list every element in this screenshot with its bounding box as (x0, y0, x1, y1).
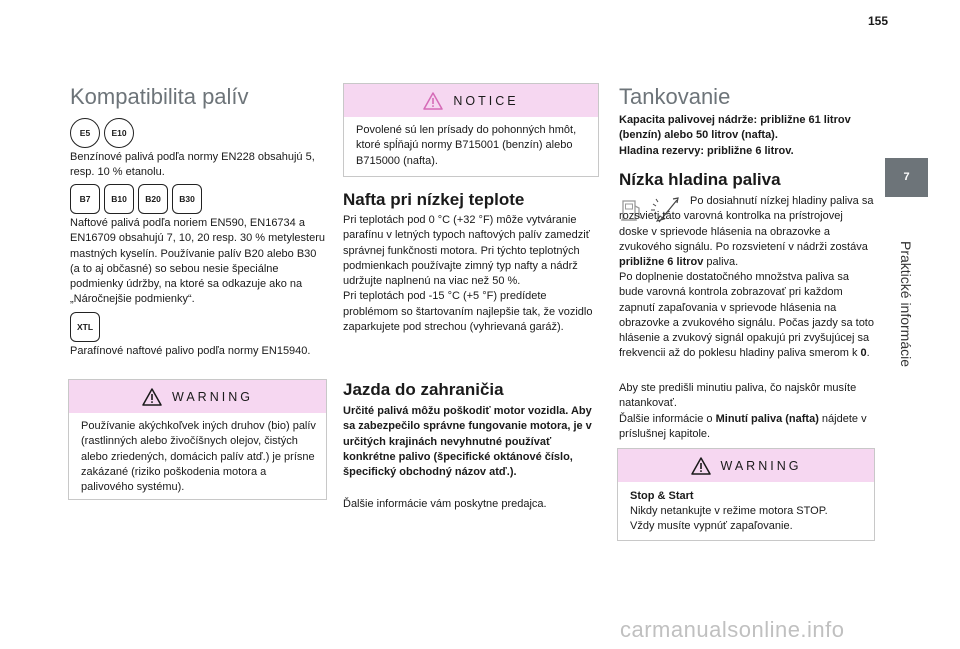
low-level-paragraph-4 (619, 412, 875, 443)
fuel-warning-box (68, 379, 327, 500)
low-level-paragraph-1 (619, 194, 875, 270)
fuel-run-out-link: Minutí paliva (nafta) (715, 413, 819, 425)
watermark: carmanualsonline.info (620, 617, 845, 642)
low-level-p4-end: nájdete v príslušnej kapitole. (619, 413, 867, 441)
low-level-paragraph-2 (619, 270, 875, 362)
abroad-bold-text: Určité palivá môžu poškodiť motor vozidla. Aby sa zabezpečilo správne fungovanie motora, je v určitých krajinách nevyhnutné používať konkrétne palivo (špecifické oktánové číslo, špecifický obchodný názov atď.). (343, 405, 592, 479)
abroad-title: Jazda do zahraničia (343, 380, 504, 399)
low-level-p1: Po dosiahnutí nízkej hladiny paliva sa rozsvieti táto varovná kontrolka na prístrojovej doske v sprievode hlásenia na obrazovke a zvukového signálu. Po rozsvietení v nádrži zostáva (619, 195, 874, 253)
xtl-text: Parafínové naftové palivo podľa normy EN15940. (70, 345, 311, 357)
chapter-label (874, 224, 938, 384)
xtl-badge: XTL (70, 312, 100, 342)
e5-badge: E5 (70, 118, 100, 148)
xtl-badges (70, 312, 100, 342)
page-number: 155 (868, 14, 889, 28)
chapter-tab[interactable]: 7 (885, 158, 928, 197)
b7-badge: B7 (70, 184, 100, 214)
low-level-p4-start: Ďalšie informácie o (619, 413, 716, 425)
warning-icon (691, 457, 711, 475)
warning-header (69, 380, 326, 413)
stop-start-label: Stop & Start (630, 490, 694, 502)
stop-start-warning-heading: WARNING (720, 458, 802, 473)
b30-badge: B30 (172, 184, 202, 214)
low-temp-text: Pri teplotách pod 0 °C (+32 °F) môže vytváranie parafínu v letných typoch naftových palív zamedziť správnej funkčnosti motora. Pri týchto teplotných podmienkach používajte zimný typ nafty a nádrž udržujte naplnenú na viac než 50 %. Pri teplotách pod -15 °C (+5 °F) predídete problémom so štartovaním najlepšie tak, že vozidlo zaparkujete pod strechou (vyhrievaná garáž). (343, 214, 593, 334)
abroad-text: Ďalšie informácie vám poskytne predajca. (343, 498, 547, 510)
petrol-badges (70, 118, 134, 148)
b20-badge: B20 (138, 184, 168, 214)
refuelling-title: Tankovanie (619, 84, 731, 109)
e10-badge: E10 (104, 118, 134, 148)
warning-heading: WARNING (172, 389, 253, 404)
fuel-compatibility-title: Kompatibilita palív (70, 84, 249, 109)
low-level-paragraph-3: Aby ste predišli minutiu paliva, čo najskôr musíte natankovať. (619, 382, 857, 410)
diesel-text: Naftové palivá podľa noriem EN590, EN16734 a EN16709 obsahujú 7, 10, 20 resp. 30 % metylesteru mastných kyselín. Používanie palív B20 alebo B30 (a to aj občasné) so sebou nesie špeciálne podmienky údržby, na ktoré sa odkazuje ako na „Náročnejšie podmienky“. (70, 217, 325, 306)
reserve-amount: približne 6 litrov (619, 256, 704, 269)
warning-icon (142, 388, 162, 406)
low-temp-title: Nafta pri nízkej teplote (343, 190, 525, 209)
low-level-p2: Po doplnenie dostatočného množstva paliva sa bude varovná kontrola zobrazovať pri každom zapnutí zapaľovania v sprievode hlásenia na obrazovke a zvukového signálu. Počas jazdy sa toto hlásenie a zvukový signál opakujú pri zvyšujúcej sa frekvencii až do poklesu hladiny paliva smerom k (619, 271, 874, 360)
low-level-p2-end: . (866, 347, 870, 360)
notice-box (343, 83, 599, 177)
notice-icon (423, 92, 443, 110)
zero-level: 0 (860, 347, 867, 360)
diesel-badges (70, 184, 202, 214)
low-level-title: Nízka hladina paliva (619, 170, 781, 189)
capacity-text: Kapacita palivovej nádrže: približne 61 litrov (benzín) alebo 50 litrov (nafta). Hladina rezervy: približne 6 litrov. (619, 114, 851, 157)
low-level-p1-end: paliva. (703, 256, 739, 269)
chapter-label-text: Praktické informácie (898, 240, 914, 368)
petrol-text: Benzínové palivá podľa normy EN228 obsahujú 5, resp. 10 % etanolu. (70, 151, 315, 179)
stop-start-text: Nikdy netankujte v režime motora STOP. Vždy musíte vypnúť zapaľovanie. (630, 505, 828, 533)
b10-badge: B10 (104, 184, 134, 214)
stop-start-warning-header (618, 449, 874, 482)
warning-text: Používanie akýchkoľvek iných druhov (bio) palív (rastlinných alebo živočíšnych olejov, čistých alebo zriedených, domácich palív atď.) je prísne zakázané (riziko poškodenia motora a palivového systému). (81, 420, 316, 494)
stop-start-warning-box (617, 448, 875, 541)
notice-header (344, 84, 598, 117)
notice-text: Povolené sú len prísady do pohonných hmôt, ktoré spĺňajú normy B715001 (benzín) alebo B715000 (nafta). (356, 124, 577, 167)
notice-heading: NOTICE (453, 93, 519, 108)
